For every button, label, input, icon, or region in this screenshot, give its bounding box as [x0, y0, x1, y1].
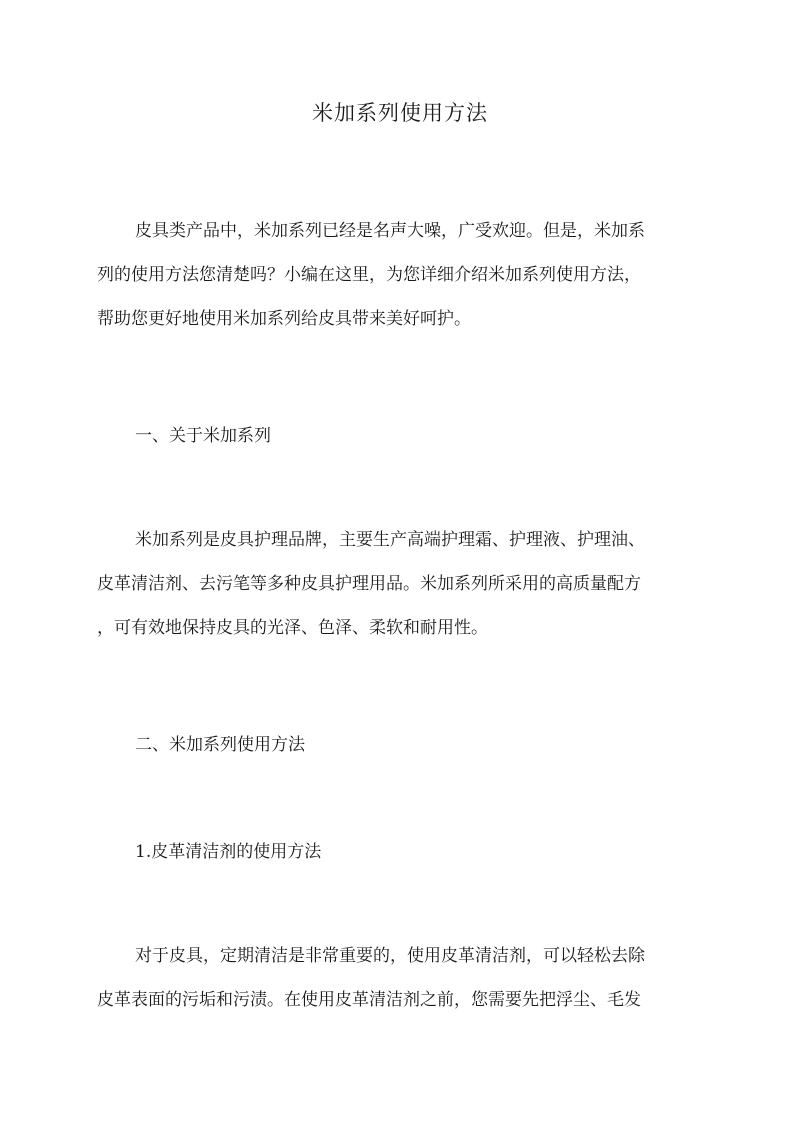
paragraph-line: 列的使用方法您清楚吗？小编在这里，为您详细介绍米加系列使用方法，	[97, 265, 641, 285]
paragraph-line: 皮革清洁剂、去污笔等多种皮具护理用品。米加系列所采用的高质量配方	[97, 574, 641, 594]
paragraph-line: 皮具类产品中，米加系列已经是名声大噪，广受欢迎。但是，米加系	[135, 221, 645, 241]
paragraph-line: 帮助您更好地使用米加系列给皮具带来美好呵护。	[97, 309, 471, 329]
paragraph-line: 米加系列是皮具护理品牌，主要生产高端护理霜、护理液、护理油、	[135, 530, 645, 550]
about-paragraph	[97, 518, 703, 650]
paragraph-line: ，可有效地保持皮具的光泽、色泽、柔软和耐用性。	[97, 618, 488, 638]
section-heading-about: 一、关于米加系列	[135, 426, 271, 446]
paragraph-line: 皮革表面的污垢和污渍。在使用皮革清洁剂之前，您需要先把浮尘、毛发	[97, 990, 641, 1010]
cleaner-paragraph	[97, 934, 703, 1022]
section-heading-usage: 二、米加系列使用方法	[135, 735, 305, 755]
paragraph-line: 对于皮具，定期清洁是非常重要的，使用皮革清洁剂，可以轻松去除	[135, 946, 645, 966]
subheading-cleaner: 1.皮革清洁剂的使用方法	[135, 842, 322, 862]
intro-paragraph	[97, 209, 703, 341]
document-title: 米加系列使用方法	[312, 101, 488, 125]
